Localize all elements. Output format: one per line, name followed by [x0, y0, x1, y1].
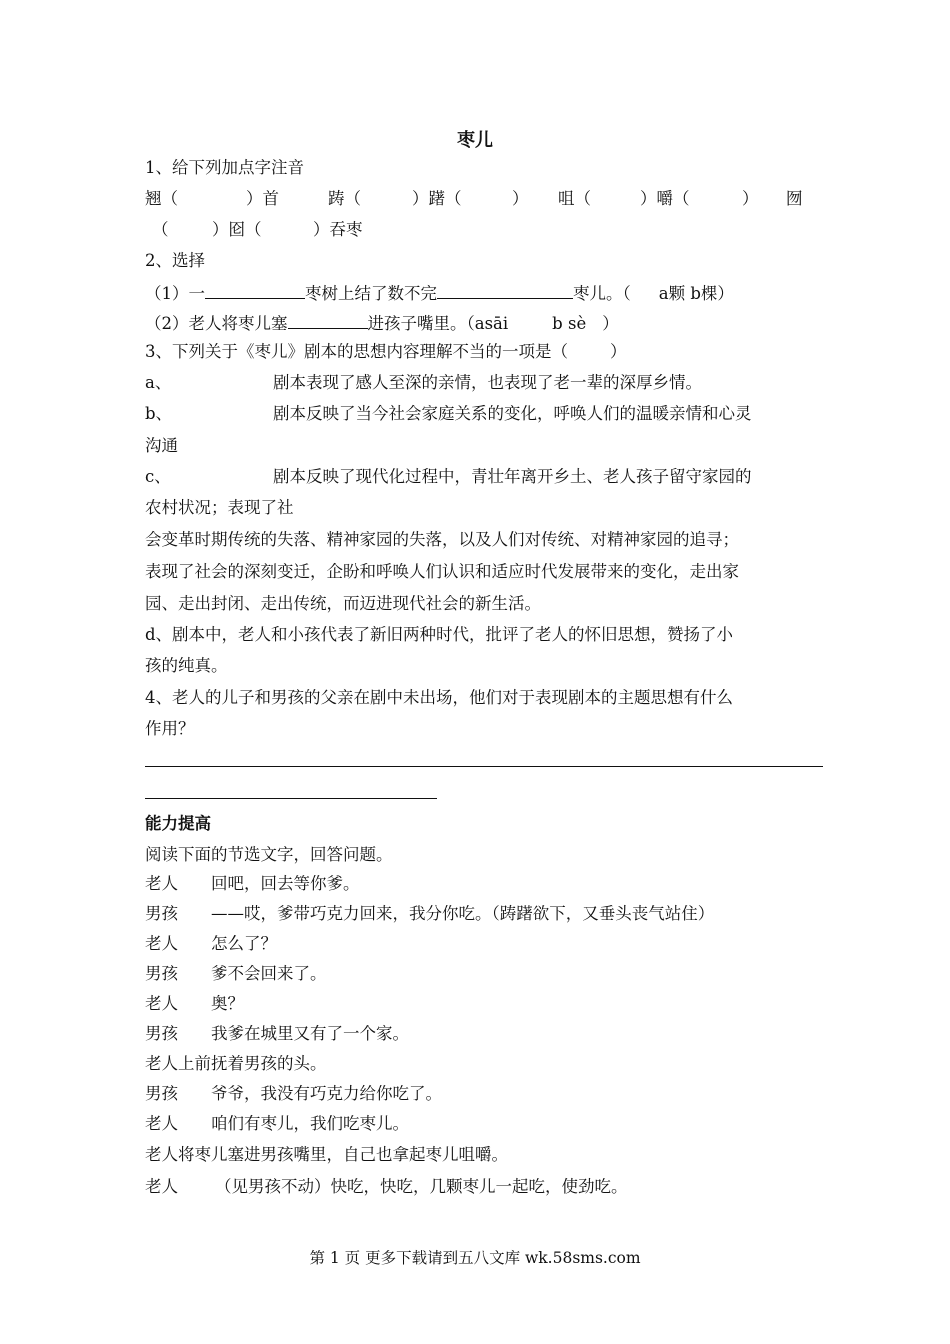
line-text: 咱们有枣儿，我们吃枣儿。	[211, 1114, 409, 1133]
q1-row1-f: 咀（	[558, 189, 591, 208]
line-text: 怎么了？	[211, 934, 277, 953]
page-footer: 第 1 页 更多下载请到五八文库 wk.58sms.com	[309, 1249, 641, 1267]
speaker: 老人	[145, 874, 178, 893]
dialogue-line	[145, 874, 360, 894]
q3-option-b-cont: 沟通	[145, 436, 178, 455]
q3-option-b-label: b、	[145, 404, 173, 423]
line-text: 爹不会回来了。	[211, 964, 327, 983]
dialogue-line	[145, 1177, 628, 1197]
q3-option-c-line4: 表现了社会的深刻变迁，企盼和呼唤人们认识和适应时代发展带来的变化，走出家	[145, 562, 739, 581]
q2-1-blank-1[interactable]	[205, 282, 305, 299]
dialogue-line	[145, 1114, 409, 1134]
q1-row1-h: ）	[742, 189, 759, 208]
q2-1-mid: 枣树上结了数不完	[305, 284, 437, 303]
speaker: 老人	[145, 1114, 178, 1133]
document-title: 枣儿	[457, 130, 493, 151]
q2-2-option-a: asāi	[474, 314, 509, 333]
q3-heading-close: ）	[610, 342, 627, 361]
q3-option-b-text: 剧本反映了当今社会家庭关系的变化，呼唤人们的温暖亲情和心灵	[273, 404, 752, 423]
q1-row2-a: （	[152, 220, 169, 239]
dialogue-line	[145, 904, 714, 924]
dialogue-line	[145, 1024, 409, 1044]
dialogue-line	[145, 1084, 442, 1104]
answer-line-1[interactable]	[145, 766, 823, 767]
line-text: 我爹在城里又有了一个家。	[211, 1024, 409, 1043]
q1-row2-b: ）囵（	[212, 220, 262, 239]
stage-direction-1: 老人上前抚着男孩的头。	[145, 1054, 327, 1073]
q2-1-prefix: （1）一	[145, 284, 205, 303]
q3-option-d-line1: d、剧本中，老人和小孩代表了新旧两种时代，批评了老人的怀旧思想，赞扬了小	[145, 625, 734, 644]
q3-option-c-line2: 农村状况；表现了社	[145, 498, 294, 517]
q3-option-c-line5: 园、走出封闭、走出传统，而迈进现代社会的新生活。	[145, 594, 541, 613]
q1-row1-b: ）首	[246, 189, 279, 208]
q2-line2	[145, 312, 619, 334]
section-heading: 能力提高	[145, 814, 211, 833]
speaker: 男孩	[145, 1024, 178, 1043]
speaker: 老人	[145, 934, 178, 953]
q2-1-options: a颗 b棵）	[658, 284, 734, 303]
q2-2-mid: 进孩子嘴里。（	[367, 314, 475, 333]
stage-direction-2: 老人将枣儿塞进男孩嘴里，自己也拿起枣儿咀嚼。	[145, 1145, 508, 1164]
q3-option-d-line2: 孩的纯真。	[145, 656, 228, 675]
q1-row2-c: ）吞枣	[313, 220, 363, 239]
q2-2-option-b: b sè	[552, 314, 587, 333]
q2-2-close: ）	[602, 314, 619, 333]
q2-2-blank[interactable]	[288, 312, 368, 329]
q1-row1-d: ）躇（	[412, 189, 462, 208]
q4-line2: 作用？	[145, 719, 195, 738]
speaker: 男孩	[145, 904, 178, 923]
answer-line-2[interactable]	[145, 798, 437, 799]
section-intro: 阅读下面的节选文字，回答问题。	[145, 845, 393, 864]
q3-option-c-line3: 会变革时期传统的失落、精神家园的失落，以及人们对传统、对精神家园的追寻；	[145, 530, 739, 549]
q1-row1-i: 囫	[786, 189, 803, 208]
q1-row1-c: 踌（	[328, 189, 361, 208]
q2-1-blank-2[interactable]	[437, 282, 573, 299]
q1-row1-g: ）嚼（	[640, 189, 690, 208]
dialogue-line	[145, 934, 277, 954]
q2-heading: 2、选择	[145, 251, 205, 270]
q1-row1-e: ）	[512, 189, 529, 208]
dialogue-line	[145, 964, 327, 984]
q1-row1-a: 翘（	[145, 189, 178, 208]
line-text: 回吧，回去等你爹。	[211, 874, 360, 893]
line-text: ——哎，爹带巧克力回来，我分你吃。（踌躇欲下，又垂头丧气站住）	[211, 904, 715, 923]
q2-1-options-open: 枣儿。（	[573, 284, 631, 303]
q3-option-c-text: 剧本反映了现代化过程中，青壮年离开乡土、老人孩子留守家园的	[273, 467, 752, 486]
line-text: 爷爷，我没有巧克力给你吃了。	[211, 1084, 442, 1103]
q3-option-a-text: 剧本表现了感人至深的亲情，也表现了老一辈的深厚乡情。	[273, 373, 702, 392]
dialogue-line	[145, 994, 244, 1014]
q1-heading: 1、给下列加点字注音	[145, 158, 304, 177]
line-text: 奥？	[211, 994, 244, 1013]
speaker: 老人	[145, 1177, 178, 1196]
speaker: 老人	[145, 994, 178, 1013]
q3-option-c-label: c、	[145, 467, 171, 486]
q2-2-prefix: （2）老人将枣儿塞	[145, 314, 288, 333]
q4-line1: 4、老人的儿子和男孩的父亲在剧中未出场，他们对于表现剧本的主题思想有什么	[145, 688, 733, 707]
q2-line1	[145, 282, 734, 304]
line-text: （见男孩不动）快吃，快吃，几颗枣儿一起吃，使劲吃。	[215, 1177, 628, 1196]
q3-heading	[145, 342, 627, 362]
speaker: 男孩	[145, 964, 178, 983]
q3-option-a-label: a、	[145, 373, 172, 392]
speaker: 男孩	[145, 1084, 178, 1103]
q3-heading-text: 3、下列关于《枣儿》剧本的思想内容理解不当的一项是（	[145, 342, 568, 361]
